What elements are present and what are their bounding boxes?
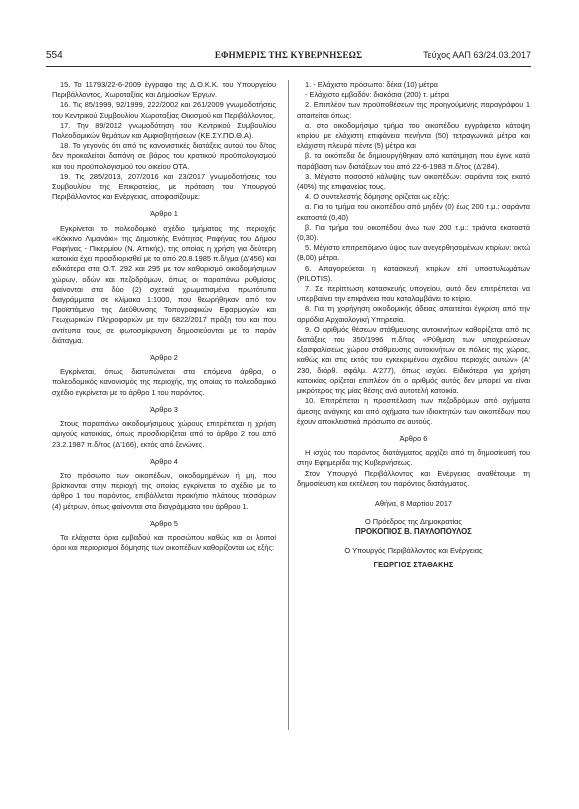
- president-title: Ο Πρόεδρος της Δημοκρατίας: [364, 517, 462, 527]
- paragraph: α. Για το τμήμα του οικοπέδου από μηδέν (0) έως 200 τ.μ.: σαράντα εκατοστά (0,40): [297, 202, 530, 222]
- minister-title: Ο Υπουργός Περιβάλλοντος και Ενέργειας: [344, 545, 483, 555]
- issue-number: Τεύχος ΑΑΠ 63/24.03.2017: [423, 50, 531, 60]
- paragraph: 4. Ο συντελεστής δόμησης ορίζεται ως εξής:: [305, 192, 450, 202]
- paragraph: 8. Για τη χορήγηση οικοδομικής άδειας απαιτείται έγκριση από την αρμόδια Αρχαιολογική Υπηρεσία.: [297, 304, 530, 324]
- paragraph: 3. Μέγιστο ποσοστό κάλυψης των οικοπέδων: σαράντα τοις εκατό (40%) της επιφανείας τους.: [297, 171, 530, 192]
- paragraph: 7. Σε περίπτωση κατασκευής υπογείου, αυτό δεν επιτρέπεται να υπερβαίνει την επιφάνεια που καταλαμβάνει το κτίριο.: [297, 284, 530, 304]
- left-column: [52, 80, 276, 553]
- journal-title: ΕΦΗΜΕΡΙΣ ΤΗΣ ΚΥΒΕΡΝΗΣΕΩΣ: [214, 50, 363, 60]
- article-6-title: Άρθρο 6: [399, 433, 428, 443]
- page-header: [46, 50, 531, 64]
- article-5-text: Τα ελάχιστα όρια εμβαδού και προσώπου καθώς και οι λοιποί όροι και περιορισμοί δόμησης των οικοπέδων καθορίζονται ως εξής:: [52, 532, 276, 553]
- paragraph: β. τα οικόπεδα δε δημιουργήθηκαν από κατάτμηση που έγινε κατά παράβαση των διατάξεων του από 22-6-1983 π.δ/τος (Δ'284).: [297, 151, 530, 171]
- paragraph: - Ελάχιστο εμβαδόν: διακόσια (200) τ. μέτρα: [305, 90, 450, 100]
- article-6-text: Η ισχύς του παρόντος διατάγματος αρχίζει από τη δημοσίευσή του στην Εφημερίδα της Κυβερνήσεως.: [297, 448, 530, 468]
- paragraph: 5. Μέγιστο επιτρεπόμενο ύψος των ανεγερθησομένων κτιρίων: οκτώ (8,00) μέτρα.: [297, 243, 530, 263]
- paragraph: 18. Το γεγονός ότι από τις κανονιστικές διατάξεις αυτού του δ/τος δεν προκαλείται δαπάνη σε βάρος του κρατικού προϋπολογισμού και του προϋπολογισμού του οικείου ΟΤΑ.: [52, 141, 276, 171]
- article-4-title: Άρθρο 4: [150, 456, 178, 466]
- right-column: [297, 80, 530, 570]
- article-4-text: Στο πρόσωπο των οικοπέδων, οικοδομημένων ή μη, που βρίσκονται στην περιοχή της οποίας εγκρίνεται το σχέδιο με το άρθρο 1 του παρόντος, επιβάλλεται προκήπιο πλάτους τεσσάρων (4) μέτρων, όπως φαίνονται στα διαγράμματα του άρθρου 1.: [52, 470, 276, 511]
- signature-date: Αθήνα, 8 Μαρτίου 2017: [374, 498, 453, 508]
- article-1-title: Άρθρο 1: [150, 209, 178, 219]
- page-number: 554: [46, 50, 63, 61]
- paragraph: 10. Επιτρέπεται η προσπέλαση των πεζοδρόμων από οχήματα άμεσης ανάγκης και από οχήματα των ιδιοκτητών των οικοπέδων που έχουν αποκλειστικά πρόσωπο σε αυτούς.: [297, 396, 530, 426]
- president-name: ΠΡΟΚΟΠΙΟΣ Β. ΠΑΥΛΟΠΟΥΛΟΣ: [355, 527, 472, 537]
- paragraph: 9. Ο αριθμός θέσεων στάθμευσης αυτοκινήτων καθορίζεται από τις διατάξεις του 350/1996 π.δ/τος «Ρύθμιση των υποχρεώσεων εξασφαλίσεως χώρου στάθμευσης αυτοκινήτων σε πόλεις της χώρας, καθώς και στις εκτός του εγκεκριμένου σχεδίου περιοχές αυτών» (Α' 230, διόρθ. σφάλμ. Α'277), όπως ισχύει. Ειδικότερα για χρήση κατοικίας ορίζεται επιπλέον ότι ο αριθμός αυτός δεν μπορεί να είναι μικρότερος της μίας θέσης ανά αυτοτελή κατοικία.: [297, 324, 530, 396]
- paragraph: 2. Επιπλέον των προϋποθέσεων της προηγούμενης παραγράφου 1 απαιτείται όπως:: [297, 100, 530, 120]
- article-2-title: Άρθρο 2: [150, 353, 178, 363]
- column-divider: [288, 80, 289, 730]
- paragraph: 15. Το 11793/22-6-2009 έγγραφο της Δ.Ο.Κ.Κ. του Υπουργείου Περιβάλλοντος, Χωροταξίας και Δημοσίων Έργων.: [52, 80, 276, 100]
- paragraph: 19. Τις 285/2013, 207/2016 και 23/2017 γνωμοδοτήσεις του Συμβουλίου της Επικρατείας, με πρόταση του Υπουργού Περιβάλλοντος και Ενέργειας, αποφασίζουμε:: [52, 171, 276, 202]
- paragraph: 6. Απαγορεύεται η κατασκευή κτιρίων επί υποστυλωμάτων (PILOTIS).: [297, 263, 530, 283]
- article-2-text: Εγκρίνεται, όπως διατυπώνεται στα επόμενα άρθρα, ο πολεοδομικός κανονισμός της περιοχής, της οποίας το πολεοδομικό σχέδιο εγκρίνεται με το άρθρο 1 του παρόντος.: [52, 367, 276, 397]
- paragraph: 1. - Ελάχιστο πρόσωπο: δέκα (10) μέτρα: [305, 80, 438, 89]
- article-5-title: Άρθρο 5: [150, 518, 178, 528]
- header-rule: [46, 66, 531, 67]
- paragraph: 17. Την 89/2012 γνωμοδότηση του Κεντρικού Συμβουλίου Πολεοδομικών θεμάτων και Αμφισβητήσεων (ΚΕ.ΣΥ.ΠΟ.Θ.Α).: [52, 120, 276, 141]
- paragraph: β. Για τμήμα του οικοπέδου άνω των 200 τ.μ.: τριάντα εκατοστά (0,30).: [297, 222, 530, 243]
- paragraph: 16. Τις 85/1999, 92/1999, 222/2002 και 261/2009 γνωμοδοτήσεις του Κεντρικού Συμβουλίου Χωροταξίας Οικισμού και Περιβάλλοντος.: [52, 100, 276, 120]
- article-3-title: Άρθρο 3: [150, 404, 178, 414]
- article-1-text: Εγκρίνεται το πολεοδομικό σχέδιο τμήματος της περιοχής «Κόκκινο Λιμανάκι» της Δημοτικής Ενότητας Ραφήνας του Δήμου Ραφήνας - Πικερμίου (Ν. Αττικής), της οποίας η χρήση για δεύτερη κατοικία έχει προσδιορισθεί με το από 20.8.1985 π.δ/γμα (Δ'456) και ειδικότερα στα Ο.Τ. 292 και 295 με τον καθορισμό οικοδομήσιμων χώρων, οδών και πεζοδρόμων, όπως οι παραπάνω ρυθμίσεις φαίνονται στα δύο (2) σχετικά χρωματισμένα πρωτότυπα διαγράμματα σε κλίμακα 1:1000, που θεωρήθηκαν από τον Προϊστάμενο της Διεύθυνσης Τοπογραφικών Εφαρμογών και Γεωχωρικών Πληροφοριών με την 6822/2017 πράξη του και που αντίτυπα τους σε φωτοσμίκρυνση δημοσιεύονται με το παρόν διάταγμα.: [52, 223, 276, 345]
- paragraph: α. στο οικοδομήσιμο τμήμα του οικοπέδου εγγράφεται κάτοψη κτιρίου με ελάχιστη επιφάνεια πενήντα (50) τετραγωνικά μέτρα και ελάχιστη πλευρά πέντε (5) μέτρα και: [297, 120, 530, 151]
- article-3-text: Στους παραπάνω οικοδομήσιμους χώρους επιτρέπεται η χρήση αμιγούς κατοικίας, όπως προσδιορίζεται από το άρθρο 2 του από 23.2.1987 π.δ/τος (Δ'166), εκτός από ξενώνες.: [52, 419, 276, 449]
- minister-name: ΓΕΩΡΓΙΟΣ ΣΤΑΘΑΚΗΣ: [373, 559, 454, 569]
- article-6-text: Στον Υπουργό Περιβάλλοντος και Ενέργειας αναθέτουμε τη δημοσίευση και εκτέλεση του παρόντος διατάγματος.: [297, 468, 530, 488]
